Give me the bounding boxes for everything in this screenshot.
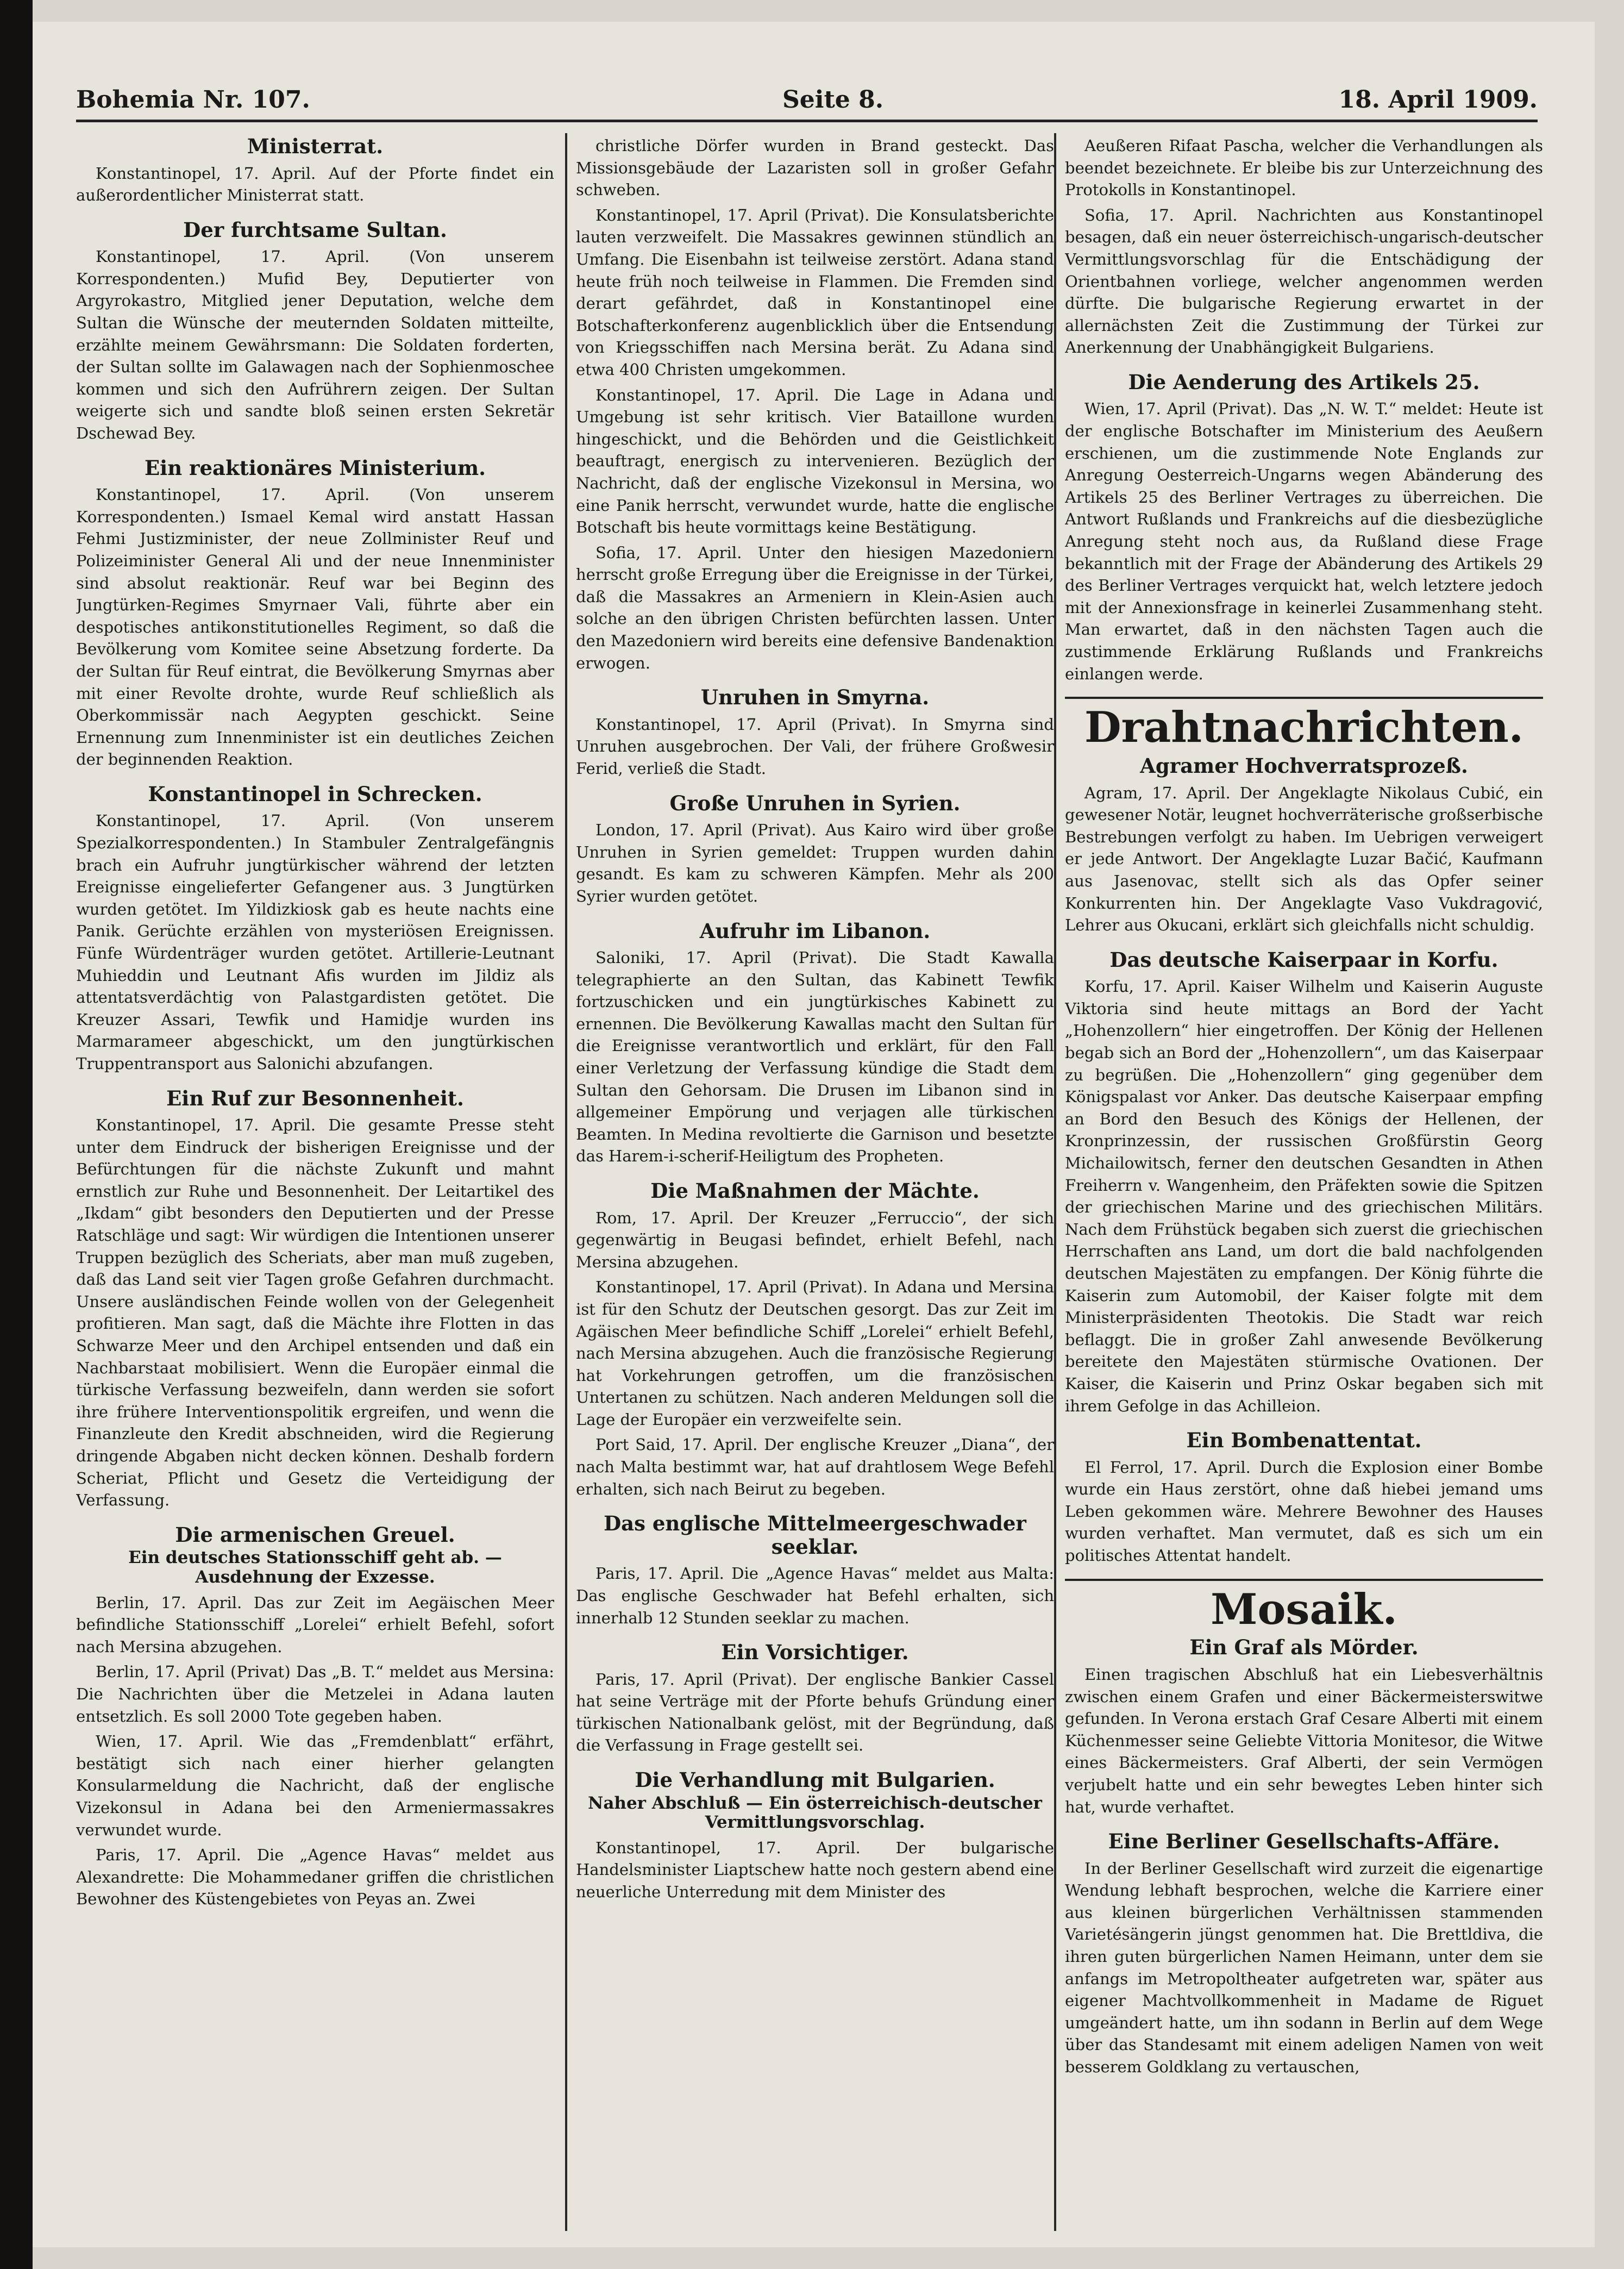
article [576,792,1054,908]
article-title: Ein Vorsichtiger. [721,1640,909,1665]
article [576,1768,1054,1903]
article [576,1179,1054,1500]
article-title: Die Aenderung des Artikels 25. [1128,370,1480,394]
article [76,783,554,1075]
article-title: Unruhen in Smyrna. [700,685,930,710]
article-paragraph: In der Berliner Gesellschaft wird zurzeit die eigenartige Wendung lebhaft besprochen, welche die Karriere einer aus kleinen bürgerlichen Verhältnissen stammenden Varietésängerin jüngst genommen hat. Die Brettldiva, die ihren guten bürgerlichen Namen Heimann, unter dem sie anfangs im Metropoltheater aufgetreten war, später aus eigener Machtvollkommenheit in Madame de Riguet umgeändert hatte, um ihn sodann in Berlin auf dem Wege über das Standesamt mit einem adeligen Namen von weit besserem Goldklang zu vertauschen, [1065,1859,1543,2077]
article-paragraph: Wien, 17. April (Privat). Das „N. W. T.“ meldet: Heute ist der englische Botschafter im Ministerium des Aeußern erschienen, um die zustimmende Note Englands zur Anregung Oesterreich-Ungarns wegen Abänderung des Artikels 25 des Berliner Vertrages zu überreichen. Die Antwort Rußlands und Frankreichs auf die diesbezügliche Anregung steht noch aus, da Rußland diese Frage bekanntlich mit der Frage der Abänderung des Artikels 29 des Berliner Vertrages verquickt hat, welch letztere jedoch mit der Annexionsfrage in keinerlei Zusammenhang steht. Man erwartet, daß in den nächsten Tagen auch die zustimmende Erklärung Rußlands und Frankreichs einlangen werde. [1065,399,1543,683]
article-paragraph: Paris, 17. April. Die „Agence Havas“ meldet aus Alexandrette: Die Mohammedaner griffen die christlichen Bewohner des Küstengebietes von Peyas an. Zwei [76,1846,554,1909]
article-paragraph: Sofia, 17. April. Nachrichten aus Konstantinopel besagen, daß ein neuer österreichisch-ungarisch-deutscher Vermittlungsvorschlag für die Entschädigung der Orientbahnen vorliege, welcher angenommen werden dürfte. Die bulgarische Regierung erwartet in der allernächsten Zeit die Zustimmung der Türkei zur Anerkennung der Unabhängigkeit Bulgariens. [1065,205,1543,357]
column-2 [576,135,1054,2233]
article [1065,1830,1543,2078]
article [1065,948,1543,1417]
article-paragraph: Konstantinopel, 17. April. (Von unserem Korrespondenten.) Mufid Bey, Deputierter von Argyrokastro, Mitglied jener Deputation, welche dem Sultan die Wünsche der meuternden Soldaten mitteilte, erzählte meinem Gewährsmann: Die Soldaten forderten, der Sultan sollte im Galawagen nach der Sophienmoschee kommen und sich den Aufrührern zeigen. Der Sultan weigerte sich und sandte bloß seinen ersten Sekretär Dschewad Bey. [76,247,554,443]
article-paragraph: Saloniki, 17. April (Privat). Die Stadt Kawalla telegraphierte an den Sultan, das Kabinett Tewfik fortzuschicken und ein jungtürkisches Kabinett zu ernennen. Die Bevölkerung Kawallas macht den Sultan für die Ereignisse verantwortlich und erklärt, für den Fall einer Verletzung der Verfassung kündige die Stadt dem Sultan den Gehorsam. Die Drusen im Libanon sind in allgemeiner Empörung und verjagen alle türkischen Beamten. In Medina revoltierte die Garnison und besetzte das Harem-i-scherif-Heiligtum des Propheten. [576,948,1054,1166]
article-title: Der furchtsame Sultan. [183,217,447,242]
article [76,1523,554,1910]
article-paragraph: El Ferrol, 17. April. Durch die Explosion einer Bombe wurde ein Haus zerstört, ohne daß hiebei jemand ums Leben gekommen wäre. Mehrere Bewohner des Hauses wurden verhaftet. Man vermutet, daß es sich um ein politisches Attentat handelt. [1065,1458,1543,1565]
article-paragraph: Konstantinopel, 17. April. Die Lage in Adana und Umgebung ist sehr kritisch. Vier Bataillone wurden hingeschickt, und die Behörden und die Geistlichkeit beauftragt, energisch zu intervenieren. Bezüglich der Nachricht, daß der englische Vizekonsul in Mersina, wo eine Panik herrscht, verwundet wurde, hatte die englische Botschaft bis heute vormittags keine Bestätigung. [576,385,1054,537]
article-paragraph: Paris, 17. April (Privat). Der englische Bankier Cassel hat seine Verträge mit der Pforte behufs Gründung einer türkischen Nationalbank gelöst, mit der Begründung, daß die Verfassung in Frage gestellt sei. [576,1670,1054,1755]
article-paragraph: christliche Dörfer wurden in Brand gesteckt. Das Missionsgebäude der Lazaristen soll in großer Gefahr schweben. [576,136,1054,199]
article [576,1641,1054,1757]
masthead-issue: Bohemia Nr. 107. [76,86,310,114]
article-paragraph: Wien, 17. April. Wie das „Fremdenblatt“ erfährt, bestätigt sich nach einer hierher gelangten Konsularmeldung die Nachricht, daß der englische Vizekonsul in Adana bei den Armeniermassakres verwundet wurde. [76,1732,554,1839]
article-paragraph: Konstantinopel, 17. April (Privat). In Adana und Mersina ist für den Schutz der Deutschen gesorgt. Das zur Zeit im Agäischen Meer befindliche Schiff „Lorelei“ erhielt Befehl, nach Mersina abzugehen. Auch die französische Regierung hat Vorkehrungen getroffen, um die französischen Untertanen zu schützen. Nach anderen Meldungen soll die Lage der Europäer ein verzweifelte sein. [576,1278,1054,1429]
page-header [76,82,1538,122]
section-heading: Drahtnachrichten. [1065,697,1543,751]
article-paragraph: Konstantinopel, 17. April (Privat). Die Konsulatsberichte lauten verzweifelt. Die Massakres gewinnen stündlich an Umfang. Die Eisenbahn ist teilweise zerstört. Adana stand heute früh noch teilweise in Flammen. Die Fremden sind derart gefährdet, daß in Konstantinopel eine Botschafterkonferenz augenblicklich über die Entsendung von Kriegsschiffen nach Mersina berät. Zu Adana sind etwa 400 Christen umgekommen. [576,205,1054,379]
page-number: Seite 8. [782,86,884,114]
article [576,920,1054,1167]
article-paragraph: Port Said, 17. April. Der englische Kreuzer „Diana“, der nach Malta bestimmt war, hat auf drahtlosem Wege Befehl erhalten, sich nach Beirut zu begeben. [576,1435,1054,1498]
article-title: Ministerrat. [247,135,384,158]
article-paragraph: Paris, 17. April. Die „Agence Havas“ meldet aus Malta: Das englische Geschwader hat Befehl erhalten, sich innerhalb 12 Stunden seeklar zu machen. [576,1564,1054,1627]
article-paragraph: Korfu, 17. April. Kaiser Wilhelm und Kaiserin Auguste Viktoria sind heute mittags an Bord der Yacht „Hohenzollern“ hier eingetroffen. Der König der Hellenen begab sich an Bord der „Hohenzollern“, um das Kaiserpaar zu begrüßen. Die „Hohenzollern“ ging gegenüber dem Königspalast vor Anker. Das deutsche Kaiserpaar empfing an Bord den Besuch des Königs der Hellenen, der Kronprinzessin, der russischen Großfürstin Georg Michailowitsch, ferner den deutschen Gesandten in Athen Freiherrn v. Wangenheim, den Präfekten sowie die Spitzen der griechischen Marine und des griechischen Militärs. Nach dem Frühstück begaben sich zuerst die griechischen Herrschaften ans Land, um dort die bald nachfolgenden deutschen Majestäten zu empfangen. Der König führte die Kaiserin zum Automobil, der Kaiser folgte mit dem Ministerpräsidenten Theotokis. Die Stadt war reich beflaggt. Die in großer Zahl anwesende Bevölkerung bereitete den Majestäten stürmische Ovationen. Der Kaiser, die Kaiserin und Prinz Oskar begaben sich mit ihrem Gefolge in das Achilleion. [1065,977,1543,1415]
article [576,686,1054,779]
article [76,1087,554,1511]
article-title: Das deutsche Kaiserpaar in Korfu. [1109,947,1498,972]
article [76,457,554,771]
column-rule [565,133,567,2231]
article-title: Ein Graf als Mörder. [1189,1635,1419,1660]
article-title: Konstantinopel in Schrecken. [148,782,482,806]
article-title: Agramer Hochverratsprozeß. [1140,754,1468,778]
article [1065,135,1543,359]
article-title: Das englische Mittelmeergeschwader seeklar. [604,1511,1026,1559]
article-subtitle: Ein deutsches Stationsschiff geht ab. — Ausdehnung der Exzesse. [128,1548,502,1587]
article [576,1512,1054,1629]
article-paragraph: Konstantinopel, 17. April. (Von unserem Spezialkorrespondenten.) In Stambuler Zentralgefängnis brach ein Aufruhr jungtürkischer während der letzten Ereignisse eingelieferter Gefangener aus. 3 Jungtürken wurden getötet. Im Yildizkiosk gab es heute nachts eine Panik. Gerüchte erzählen von mysteriösen Ereignissen. Fünfe Würdenträger wurden getötet. Artillerie-Leutnant Muhieddin und Leutnant Afis wurden im Jildiz als attentatsverdächtig von Palastgardisten getötet. Die Kreuzer Assari, Tewfik und Hamidje wurden ins Marmarameer abgeschickt, um den jungtürkischen Truppentransport aus Salonichi abzufangen. [76,811,554,1073]
article [76,135,554,207]
article-paragraph: Agram, 17. April. Der Angeklagte Nikolaus Cubić, ein gewesener Notär, leugnet hochverräterische großserbische Bestrebungen verfolgt zu haben. Im Uebrigen verweigert er jede Antwort. Der Angeklagte Luzar Bačić, Kaufmann aus Jasenovac, stellt sich als das Opfer seiner Konkurrenten hin. Der Angeklagte Vaso Vukdragović, Lehrer aus Okucani, erklärt sich gleichfalls nicht schuldig. [1065,783,1543,935]
article [1065,697,1543,936]
column-1 [76,135,554,2233]
article-paragraph: Konstantinopel, 17. April. Der bulgarische Handelsminister Liaptschew hatte noch gestern abend eine neuerliche Unterredung mit dem Minister des [576,1838,1054,1902]
article-paragraph: Konstantinopel, 17. April. (Von unserem Korrespondenten.) Ismael Kemal wird anstatt Hassan Fehmi Justizminister, der neue Zollminister Reuf und Polizeiminister General Ali und der neue Innenminister sind absolut reaktionär. Reuf war bei Beginn des Jungtürken-Regimes Smyrnaer Vali, führte aber ein despotisches antikonstitutionelles Regiment, so daß die Bevölkerung vom Komitee seine Absetzung forderte. Da der Sultan für Reuf eintrat, die Bevölkerung Smyrnas aber mit einer Revolte drohte, wurde Reuf schließlich als Oberkommissär nach Aegypten geschickt. Seine Ernennung zum Innenminister ist ein deutliches Zeichen der beginnenden Reaktion. [76,485,554,769]
article [1065,371,1543,685]
column-rule [1054,133,1056,2231]
article-title: Große Unruhen in Syrien. [669,791,961,815]
article [76,218,554,445]
article-title: Ein Ruf zur Besonnenheit. [166,1086,464,1110]
article-paragraph: Rom, 17. April. Der Kreuzer „Ferruccio“, der sich gegenwärtig in Beugasi befindet, erhielt Befehl, nach Mersina abzugehen. [576,1208,1054,1271]
article-title: Aufruhr im Libanon. [699,918,931,943]
section-heading: Mosaik. [1065,1579,1543,1633]
article [1065,1429,1543,1567]
article [576,135,1054,674]
article-title: Die Verhandlung mit Bulgarien. [635,1768,995,1792]
article-paragraph: Berlin, 17. April (Privat) Das „B. T.“ meldet aus Mersina: Die Nachrichten über die Metzelei in Adana lauten entsetzlich. Es soll 2000 Tote gegeben haben. [76,1662,554,1726]
article-title: Die Maßnahmen der Mächte. [650,1178,980,1203]
article [1065,1579,1543,1818]
article-title: Die armenischen Greuel. [175,1522,455,1547]
article-paragraph: Sofia, 17. April. Unter den hiesigen Mazedoniern herrscht große Erregung über die Ereignisse in der Türkei, daß die Massakres an Armeniern in Klein-Asien auch solche an den übrigen Christen befürchten lassen. Unter den Mazedoniern wird bereits eine defensive Bandenaktion erwogen. [576,543,1054,672]
article-subtitle: Naher Abschluß — Ein österreichisch-deutscher Vermittlungsvorschlag. [587,1793,1043,1833]
column-3 [1065,135,1543,2233]
article-title: Eine Berliner Gesellschafts-Affäre. [1108,1829,1500,1854]
article-paragraph: Konstantinopel, 17. April. Die gesamte Presse steht unter dem Eindruck der bisherigen Ereignisse und der Befürchtungen für die nächste Zukunft und mahnt ernstlich zur Ruhe und Besonnenheit. Der Leitartikel des „Ikdam“ gibt besonders den Deputierten und der Presse Ratschläge und sagt: Wir würdigen die Intentionen unserer Truppen bezüglich des Scheriats, aber man muß zugeben, daß das Land seit vier Tagen große Gefahren durchmacht. Unsere ausländischen Feinde wollen von der Gelegenheit profitieren. Man sagt, daß die Mächte ihre Flotten in das Schwarze Meer und den Archipel entsenden und daß ein Nachbarstaat mobilisiert. Wenn die Europäer einmal die türkische Verfassung bezweifeln, dann werden sie sofort ihre frühere Interventionspolitik ergreifen, und wenn die Finanzleute den Kredit abschneiden, wird die Regierung dringende Abgaben nicht decken können. Deshalb fordern Scheriat, Pflicht und Gesetz die Verteidigung der Verfassung. [76,1116,554,1510]
article-paragraph: Aeußeren Rifaat Pascha, welcher die Verhandlungen als beendet bezeichnete. Er bleibe bis zur Unterzeichnung des Protokolls in Konstantinopel. [1065,136,1543,199]
article-title: Ein Bombenattentat. [1186,1428,1422,1453]
article-paragraph: Berlin, 17. April. Das zur Zeit im Aegäischen Meer befindliche Stationsschiff „Lorelei“ erhielt Befehl, sofort nach Mersina abzugehen. [76,1593,554,1656]
issue-date: 18. April 1909. [1338,86,1538,114]
article-paragraph: Einen tragischen Abschluß hat ein Liebesverhältnis zwischen einem Grafen und einer Bäckermeisterswitwe gefunden. In Verona erstach Graf Cesare Alberti mit einem Küchenmesser seine Geliebte Vittoria Monitesor, die Witwe eines Bäckermeisters. Graf Alberti, der sein Vermögen verjubelt hatte und ein sehr bewegtes Leben hinter sich hat, wurde verhaftet. [1065,1665,1543,1816]
article-paragraph: London, 17. April (Privat). Aus Kairo wird über große Unruhen in Syrien gemeldet: Truppen wurden dahin gesandt. Es kam zu schweren Kämpfen. Mehr als 200 Syrier wurden getötet. [576,821,1054,905]
scan-dark-edge [0,0,33,2269]
article-paragraph: Konstantinopel, 17. April. Auf der Pforte findet ein außerordentlicher Ministerrat statt. [76,164,554,205]
article-paragraph: Konstantinopel, 17. April (Privat). In Smyrna sind Unruhen ausgebrochen. Der Vali, der frühere Großwesir Ferid, verließ die Stadt. [576,715,1054,778]
article-title: Ein reaktionäres Ministerium. [144,455,486,480]
